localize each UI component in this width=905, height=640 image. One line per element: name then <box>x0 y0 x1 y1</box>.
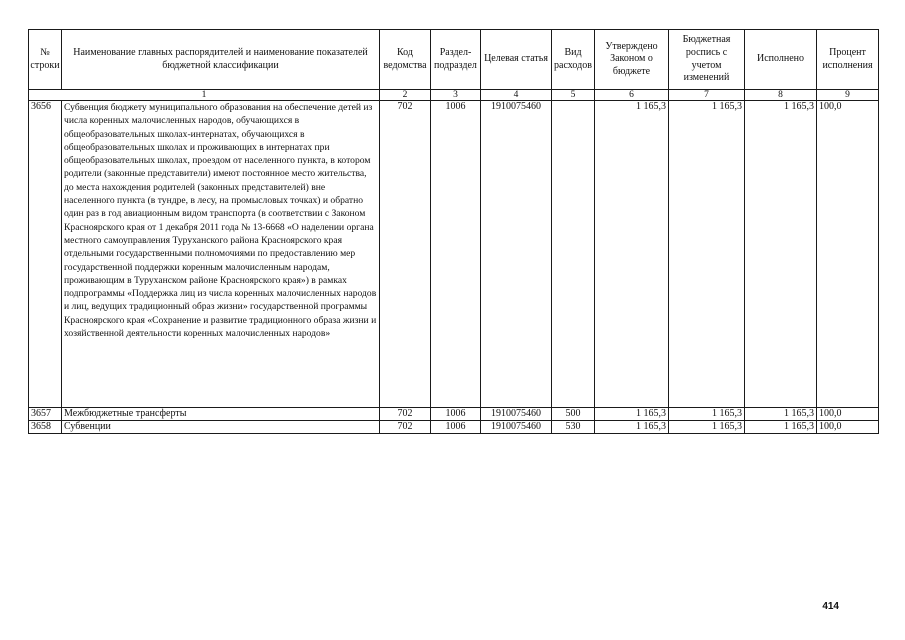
row-dept-code: 702 <box>380 101 431 408</box>
row-budget-schedule: 1 165,3 <box>669 408 745 421</box>
row-name: Субвенция бюджету муниципального образования на обеспечение детей из числа коренных малочисленных народов, обучающихся в общеобразовательных школах-интернатах, обучающихся в общеобразовательных школах и проживающих в интернатах при общеобразовательных школах, проездом от населенного пункта, в котором родители (законные представители) имеют постоянное место жительства, до места нахождения родителей (законных представителей) вне населенного пункта (в тундре, в лесу, на промысловых точках) и обратно один раз в год авиационным видом транспорта (в соответствии с Законом Красноярского края от 1 декабря 2011 года № 13-6668 «О наделении органа местного самоуправления Туруханского района Красноярского края отдельными государственными полномочиями по предоставлению мер государственной поддержки коренным малочисленным народам, проживающим в Туруханском районе Красноярского края») в рамках подпрограммы «Поддержка лиц из числа коренных малочисленных народов и лиц, ведущих традиционный образ жизни» государственной программы Красноярского края «Сохранение и развитие традиционного образа жизни и хозяйственной деятельности коренных малочисленных народов» <box>62 101 380 408</box>
column-number: 9 <box>817 90 879 101</box>
row-number: 3657 <box>29 408 62 421</box>
column-number: 1 <box>29 90 380 101</box>
row-expense-type <box>552 101 595 408</box>
row-budget-schedule: 1 165,3 <box>669 101 745 408</box>
row-executed: 1 165,3 <box>745 101 817 408</box>
header-budget-schedule: Бюджетная роспись с учетом изменений <box>669 30 745 90</box>
row-percent: 100,0 <box>817 408 879 421</box>
row-approved: 1 165,3 <box>595 408 669 421</box>
row-section: 1006 <box>431 101 481 408</box>
column-number: 8 <box>745 90 817 101</box>
row-section: 1006 <box>431 408 481 421</box>
row-dept-code: 702 <box>380 421 431 434</box>
header-expense-type: Вид расходов <box>552 30 595 90</box>
row-approved: 1 165,3 <box>595 101 669 408</box>
row-section: 1006 <box>431 421 481 434</box>
row-expense-type: 530 <box>552 421 595 434</box>
row-executed: 1 165,3 <box>745 408 817 421</box>
row-name: Межбюджетные трансферты <box>62 408 380 421</box>
row-percent: 100,0 <box>817 421 879 434</box>
row-target-item: 1910075460 <box>481 421 552 434</box>
row-executed: 1 165,3 <box>745 421 817 434</box>
page-number: 414 <box>822 601 839 612</box>
budget-execution-table <box>28 29 879 434</box>
column-number: 2 <box>380 90 431 101</box>
row-approved: 1 165,3 <box>595 421 669 434</box>
row-name: Субвенции <box>62 421 380 434</box>
column-number: 3 <box>431 90 481 101</box>
table-row <box>29 101 879 408</box>
column-number: 5 <box>552 90 595 101</box>
table-header <box>29 30 879 90</box>
row-target-item: 1910075460 <box>481 101 552 408</box>
column-number: 6 <box>595 90 669 101</box>
header-executed: Исполнено <box>745 30 817 90</box>
column-number-row <box>29 90 879 101</box>
row-percent: 100,0 <box>817 101 879 408</box>
header-target-item: Целевая статья <box>481 30 552 90</box>
table-row <box>29 408 879 421</box>
header-row-number: № строки <box>29 30 62 90</box>
row-number: 3658 <box>29 421 62 434</box>
header-percent: Процент исполнения <box>817 30 879 90</box>
header-approved: Утверждено Законом о бюджете <box>595 30 669 90</box>
row-target-item: 1910075460 <box>481 408 552 421</box>
row-budget-schedule: 1 165,3 <box>669 421 745 434</box>
row-dept-code: 702 <box>380 408 431 421</box>
column-number: 4 <box>481 90 552 101</box>
row-expense-type: 500 <box>552 408 595 421</box>
header-dept-code: Код ведомства <box>380 30 431 90</box>
header-section: Раздел-подраздел <box>431 30 481 90</box>
table-row <box>29 421 879 434</box>
header-name: Наименование главных распорядителей и наименование показателей бюджетной классификации <box>62 30 380 90</box>
row-number: 3656 <box>29 101 62 408</box>
column-number: 7 <box>669 90 745 101</box>
